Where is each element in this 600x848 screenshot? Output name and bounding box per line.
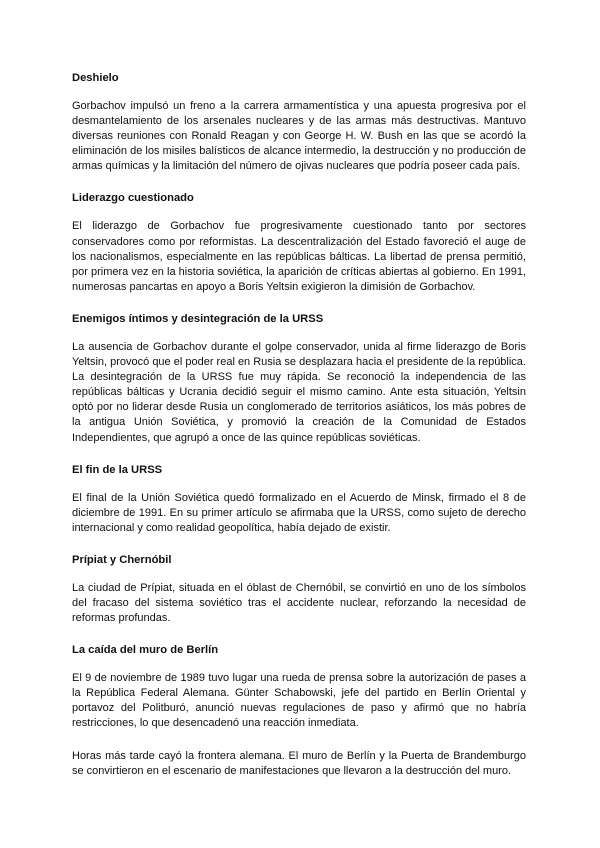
section-paragraph: El final de la Unión Soviética quedó formalizado en el Acuerdo de Minsk, firmado el 8 de diciembre de 1991. En su primer artículo se afirmaba que la URSS, como sujeto de derecho internacional y como realidad geopolítica, había dejado de existir. [72,491,526,534]
section-pripiat-chernobil [72,553,526,626]
section-fin-urss [72,463,526,536]
section-paragraph: Horas más tarde cayó la frontera alemana. El muro de Berlín y la Puerta de Brandemburgo se convirtieron en el escenario de manifestaciones que llevaron a la destrucción del muro. [72,749,526,777]
section-heading: Deshielo [72,72,119,84]
section-paragraph: Gorbachov impulsó un freno a la carrera armamentística y una apuesta progresiva por el desmantelamiento de los arsenales nucleares y de las armas más destructivas. Mantuvo diversas reuniones con Ronald Reagan y con George H. W. Bush en las que se acordó la eliminación de los misiles balísticos de alcance intermedio, la destrucción y no producción de armas químicas y la limitación del número de ojivas nucleares que podría poseer cada país. [72,100,526,173]
section-liderazgo-cuestionado [72,191,526,294]
document-page [72,71,526,796]
section-heading: El fin de la URSS [72,463,163,476]
section-paragraph: La ciudad de Prípiat, situada en el óblast de Chernóbil, se convirtió en uno de los símbolos del fracaso del sistema soviético tras el accidente nuclear, reforzando la necesidad de reformas profundas. [72,581,526,625]
section-deshielo [72,71,526,174]
section-paragraph: El liderazgo de Gorbachov fue progresivamente cuestionado tanto por sectores conservadores como por reformistas. La descentralización del Estado favoreció el auge de los nacionalismos, especialmente en las repúblicas bálticas. La libertad de prensa permitió, por primera vez en la historia soviética, la aparición de críticas abiertas al gobierno. En 1991, numerosas pancartas en apoyo a Boris Yeltsin exigieron la dimisión de Gorbachov. [72,220,526,293]
section-heading: Liderazgo cuestionado [72,192,194,205]
section-paragraph: El 9 de noviembre de 1989 tuvo lugar una rueda de prensa sobre la autorización de pases a la República Federal Alemana. Günter Schabowski, jefe del partido en Berlín Oriental y portavoz del Politburó, anunció nuevas regulaciones de paso y afirmó que no habría restricciones, lo que desencadenó una reacción inmediata. [72,672,526,730]
section-heading: Enemigos íntimos y desintegración de la URSS [72,312,324,325]
section-paragraph: La ausencia de Gorbachov durante el golpe conservador, unida al firme liderazgo de Boris Yeltsin, provocó que el poder real en Rusia se desplazara hacia el presidente de la república. La desintegración de la URSS fue muy rápida. Se reconoció la independencia de las repúblicas bálticas y Ucrania decidió seguir el mismo camino. Ante esta situación, Yeltsin optó por no liderar desde Rusia un conglomerado de territorios asiáticos, los más pobres de la antigua Unión Soviética, y promovió la creación de la Comunidad de Estados Independientes, que agrupó a once de las quince repúblicas soviéticas. [72,340,526,444]
section-enemigos-intimos [72,312,526,446]
section-heading: La caída del muro de Berlín [72,644,219,657]
section-heading: Prípiat y Chernóbil [72,553,172,566]
section-caida-muro-berlin [72,643,526,779]
